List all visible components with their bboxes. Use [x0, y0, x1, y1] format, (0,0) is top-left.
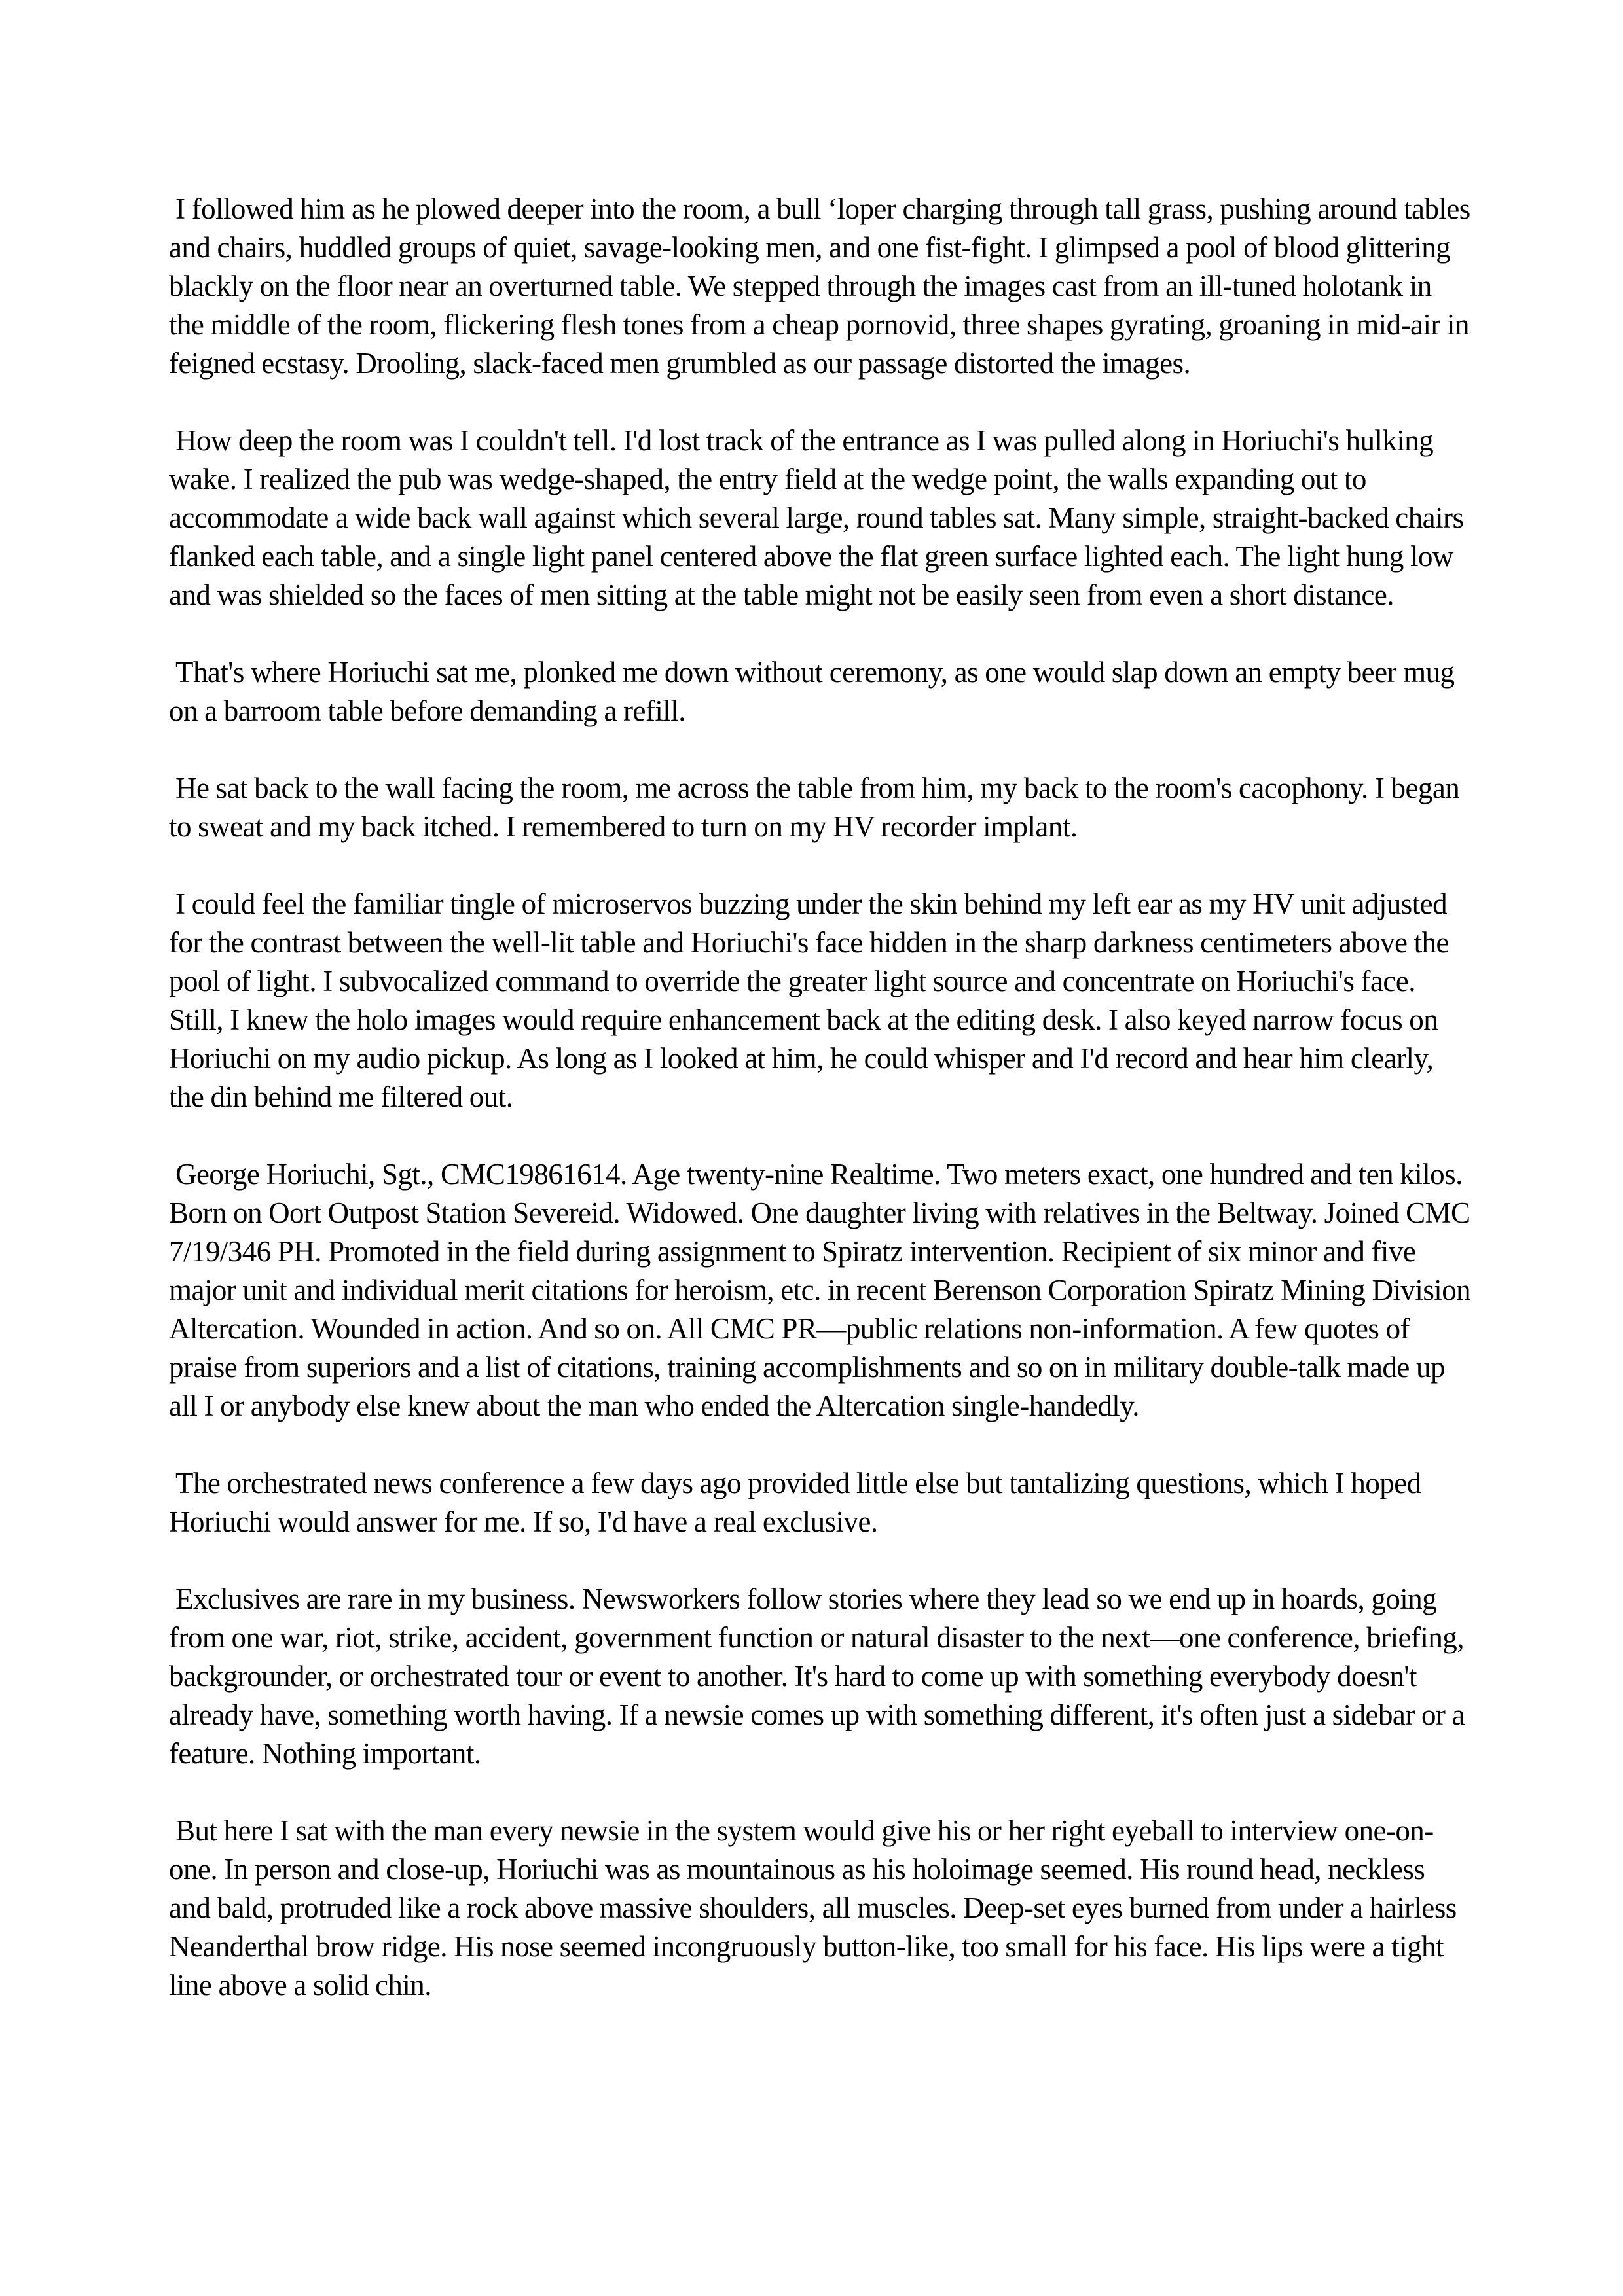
paragraph: How deep the room was I couldn't tell. I'd lost track of the entrance as I was pulled along in Horiuchi's hulking wake. I realized the pub was wedge-shaped, the entry field at the wedge point, the walls expanding out to accommodate a wide back wall against which several large, round tables sat. Many simple, straight-backed chairs flanked each table, and a single light panel centered above the flat green surface lighted each. The light hung low and was shielded so the faces of men sitting at the table might not be easily seen from even a short distance. [169, 424, 1464, 611]
paragraph: The orchestrated news conference a few days ago provided little else but tantalizing questions, which I hoped Horiuchi would answer for me. If so, I'd have a real exclusive. [169, 1467, 1421, 1538]
paragraph: He sat back to the wall facing the room, me across the table from him, my back to the room's cacophony. I began to sweat and my back itched. I remembered to turn on my HV recorder implant. [169, 772, 1460, 843]
paragraph: George Horiuchi, Sgt., CMC19861614. Age twenty-nine Realtime. Two meters exact, one hundred and ten kilos. Born on Oort Outpost Station Severeid. Widowed. One daughter living with relatives in the Beltway. Joined CMC 7/19/346 PH. Promoted in the field during assignment to Spiratz intervention. Recipient of six minor and five major unit and individual merit citations for heroism, etc. in recent Berenson Corporation Spiratz Mining Division Altercation. Wounded in action. And so on. All CMC PR—public relations non-information. A few quotes of praise from superiors and a list of citations, training accomplishments and so on in military double-talk made up all I or anybody else knew about the man who ended the Altercation single-handedly. [169, 1158, 1471, 1422]
paragraph: But here I sat with the man every newsie in the system would give his or her right eyeball to interview one-on-one. In person and close-up, Horiuchi was as mountainous as his holoimage seemed. His round head, neckless and bald, protruded like a rock above massive shoulders, all muscles. Deep-set eyes burned from under a hairless Neanderthal brow ridge. His nose seemed incongruously button-like, too small for his face. His lips were a tight line above a solid chin. [169, 1814, 1457, 2001]
paragraph: Exclusives are rare in my business. Newsworkers follow stories where they lead so we end up in hoards, going from one war, riot, strike, accident, government function or natural disaster to the next—one conference, briefing, backgrounder, or orchestrated tour or event to another. It's hard to come up with something everybody doesn't already have, something worth having. If a newsie comes up with something different, it's often just a sidebar or a feature. Nothing important. [169, 1583, 1465, 1770]
paragraph: I could feel the familiar tingle of microservos buzzing under the skin behind my left ear as my HV unit adjusted for the contrast between the well-lit table and Horiuchi's face hidden in the sharp darkness centimeters above the pool of light. I subvocalized command to override the greater light source and concentrate on Horiuchi's face. Still, I knew the holo images would require enhancement back at the editing desk. I also keyed narrow focus on Horiuchi on my audio pickup. As long as I looked at him, he could whisper and I'd record and hear him clearly, the din behind me filtered out. [169, 888, 1449, 1113]
paragraph: I followed him as he plowed deeper into the room, a bull ‘loper charging through tall grass, pushing around tables and chairs, huddled groups of quiet, savage-looking men, and one fist-fight. I glimpsed a pool of blood glittering blackly on the floor near an overturned table. We stepped through the images cast from an ill-tuned holotank in the middle of the room, flickering flesh tones from a cheap pornovid, three shapes gyrating, groaning in mid-air in feigned ecstasy. Drooling, slack-faced men grumbled as our passage distorted the images. [169, 192, 1470, 380]
paragraph: That's where Horiuchi sat me, plonked me down without ceremony, as one would slap down an empty beer mug on a barroom table before demanding a refill. [169, 656, 1455, 727]
text-body [169, 190, 1472, 2005]
